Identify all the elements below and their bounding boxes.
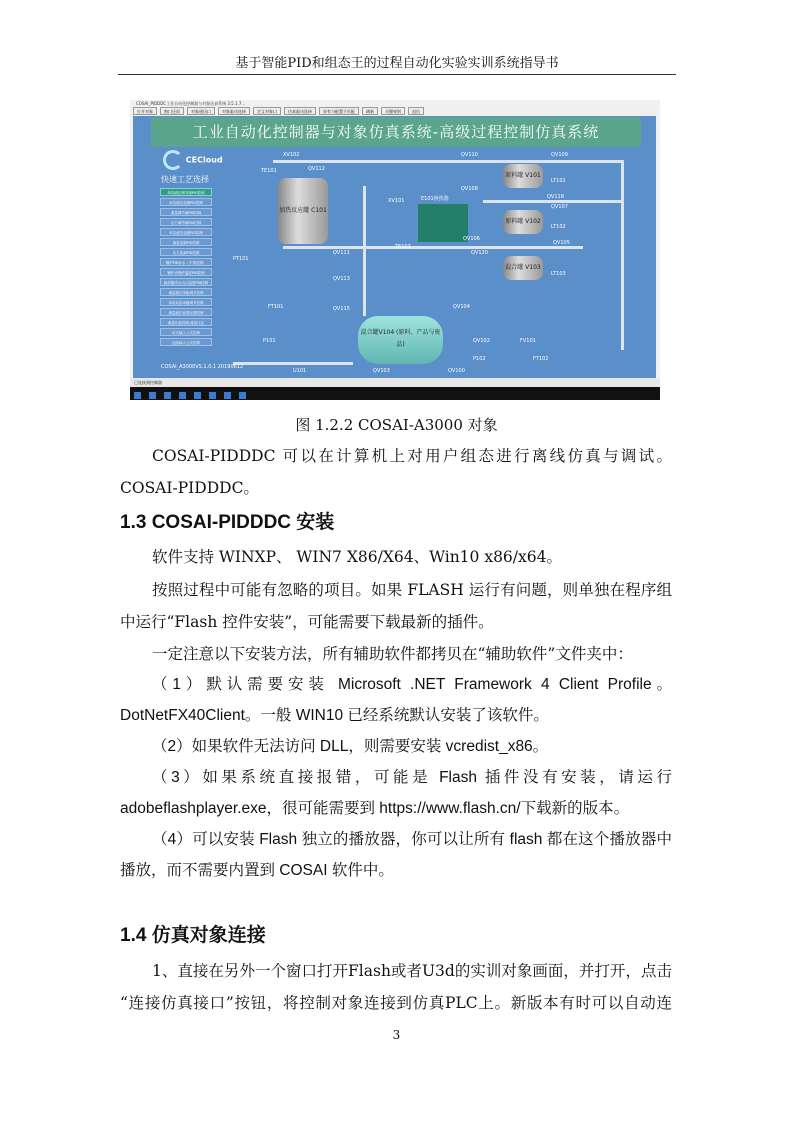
toolbar-field: 仿真驱动选择 — [284, 107, 316, 115]
toolbar-field: 原有与配置不匹配 — [319, 107, 359, 115]
tank-v101: 原料罐 V101 — [503, 164, 543, 188]
paragraph: COSAI-PIDDDC 可以在计算机上对用户组态进行离线仿真与调试。 — [152, 447, 672, 465]
toolbar-button: 关键规则 — [381, 107, 405, 115]
equipment-label: QV102 — [473, 338, 490, 344]
equipment-label: LT102 — [551, 224, 566, 230]
version-label: COSAI_A3000VS.1.0.1 20190612 — [161, 364, 244, 370]
list-item: DotNetFX40Client。一般 WIN10 已经系统默认安装了该软件。 — [120, 707, 549, 724]
system-banner: 工业自动化控制器与对象仿真系统-高级过程控制仿真系统 — [151, 117, 641, 147]
equipment-label: QV112 — [308, 166, 325, 172]
process-select-button: 流量变频PID控制 — [160, 238, 212, 246]
process-select-button: 锅炉PID补水（不蒸控制） — [160, 258, 212, 266]
process-select-button: 单容双容串级调节控制 — [160, 298, 212, 306]
equipment-label: FV101 — [520, 338, 536, 344]
cecloud-logo: CECloud — [163, 150, 223, 170]
paragraph: 软件支持 WINXP、 WIN7 X86/X64、Win10 x86/x64。 — [152, 548, 562, 566]
header-rule — [118, 74, 676, 75]
paragraph: 中运行“Flash 控件安装”，可能需要下载最新的插件。 — [120, 613, 494, 631]
process-select-button: 单容液位调节阀PID控制 — [160, 188, 212, 196]
paragraph: COSAI-PIDDDC。 — [120, 479, 259, 497]
equipment-label: XV102 — [283, 152, 300, 158]
equipment-label: QV104 — [453, 304, 470, 310]
process-select-button: 锅炉水锅炉温度PID控制 — [160, 268, 212, 276]
paragraph: 按照过程中可能有忽略的项目。如果 FLASH 运行有问题，则单独在程序组 — [152, 581, 672, 599]
equipment-label: QV118 — [547, 194, 564, 200]
section-heading-1-3: 1.3 COSAI-PIDDDC 安装 — [120, 512, 335, 533]
list-item: （4）可以安装 Flash 独立的播放器，你可以让所有 flash 都在这个播放器中 — [152, 831, 672, 848]
equipment-label: QV115 — [333, 306, 350, 312]
list-item: 播放，而不需要内置到 COSAI 软件中。 — [120, 862, 394, 879]
process-buttons — [160, 188, 212, 348]
tank-v103: 混合罐 V103 — [503, 256, 543, 280]
process-select-button: 换热器冷水出口温度PID控制 — [160, 278, 212, 286]
process-select-button: 流量调节阀PID控制 — [160, 208, 212, 216]
toolbar-field: 对象驱动选择 — [218, 107, 250, 115]
toolbar-button: 打开对象 — [133, 107, 157, 115]
equipment-label: QV111 — [333, 250, 350, 256]
process-select-button: 压力调节阀PID控制 — [160, 218, 212, 226]
process-select-button: 流量液位前馈反馈控制 — [160, 308, 212, 316]
equipment-label: QV103 — [373, 368, 390, 374]
process-select-button: 流量比值控制-流量比定 — [160, 318, 212, 326]
process-canvas — [133, 116, 656, 378]
equipment-label: QV108 — [461, 186, 478, 192]
page-number: 3 — [392, 1028, 401, 1042]
process-select-button: 单容液位变频PID控制 — [160, 198, 212, 206]
running-header: 基于智能PID和组态王的过程自动化实验实训系统指导书 — [235, 56, 559, 71]
equipment-label: TE103 — [395, 244, 411, 250]
list-item: （1）默认需要安装 Microsoft .NET Framework 4 Client Profile。 — [152, 676, 672, 693]
equipment-label: QV100 — [448, 368, 465, 374]
list-item: adobeflashplayer.exe，很可能需要到 https://www.flash.cn/下载新的版本。 — [120, 800, 630, 817]
process-select-button: 连续输入公式控制 — [160, 338, 212, 346]
paragraph: 1、直接在另外一个窗口打开Flash或者U3d的实训对象画面，并打开，点击 — [152, 962, 672, 980]
quick-select-title: 快速工艺选择 — [161, 175, 209, 184]
equipment-label: P102 — [473, 356, 486, 362]
toolbar-button: 窗口还原 — [160, 107, 184, 115]
equipment-label: QV106 — [463, 236, 480, 242]
paragraph: “连接仿真接口”按钮，将控制对象连接到仿真PLC上。新版本有时可以自动连 — [120, 994, 672, 1012]
status-bar: 已连接到控制器 — [130, 378, 660, 387]
tank-v102: 原料罐 V102 — [503, 210, 543, 234]
equipment-label: FT102 — [533, 356, 549, 362]
list-item: （3）如果系统直接报错，可能是 Flash 插件没有安装，请运行 — [152, 769, 672, 786]
equipment-label: TE101 — [261, 168, 277, 174]
process-select-button: 流量液位串级调节控制 — [160, 288, 212, 296]
toolbar-field: 定义对象口 — [253, 107, 281, 115]
window-title: COSAI_PIDDDC工业自动化控制器与对象仿真系统 3.5.1.7... — [136, 101, 246, 106]
toolbar-button: 刷新 — [362, 107, 378, 115]
equipment-label: FT101 — [268, 304, 284, 310]
equipment-label: P101 — [263, 338, 276, 344]
equipment-label: QV105 — [553, 240, 570, 246]
equipment-label: XV101 — [388, 198, 405, 204]
windows-taskbar — [130, 387, 660, 400]
toolbar — [130, 107, 660, 115]
equipment-label: LT103 — [551, 271, 566, 277]
equipment-label: QV120 — [471, 250, 488, 256]
equipment-label: PT101 — [233, 256, 249, 262]
equipment-label: QV109 — [551, 152, 568, 158]
reactor-tank-c101: 加热反应罐 C101 — [278, 178, 328, 244]
equipment-label: U101 — [293, 368, 307, 374]
equipment-label: LT101 — [551, 178, 566, 184]
mixing-tank-v104: 混合罐V104 (原料、产品与废品) — [358, 316, 443, 364]
process-select-button: 仿式输入公式控制 — [160, 328, 212, 336]
figure-caption: 图 1.2.2 COSAI-A3000 对象 — [295, 416, 498, 434]
equipment-label: QV113 — [333, 276, 350, 282]
software-screenshot-figure — [130, 100, 660, 400]
section-heading-1-4: 1.4 仿真对象连接 — [120, 925, 266, 946]
list-item: （2）如果软件无法访问 DLL，则需要安装 vcredist_x86。 — [152, 738, 549, 755]
toolbar-button: 退出 — [408, 107, 424, 115]
equipment-label: QV107 — [551, 204, 568, 210]
toolbar-field: 对象通讯口 — [187, 107, 215, 115]
equipment-label: E101换热器 — [421, 196, 449, 202]
equipment-label: QV110 — [461, 152, 478, 158]
heat-exchanger — [418, 204, 468, 242]
paragraph: 一定注意以下安装方法，所有辅助软件都拷贝在“辅助软件”文件夹中： — [152, 645, 633, 663]
process-select-button: 压力变频PID控制 — [160, 248, 212, 256]
process-select-button: 单容液位变频PID控制 — [160, 228, 212, 236]
